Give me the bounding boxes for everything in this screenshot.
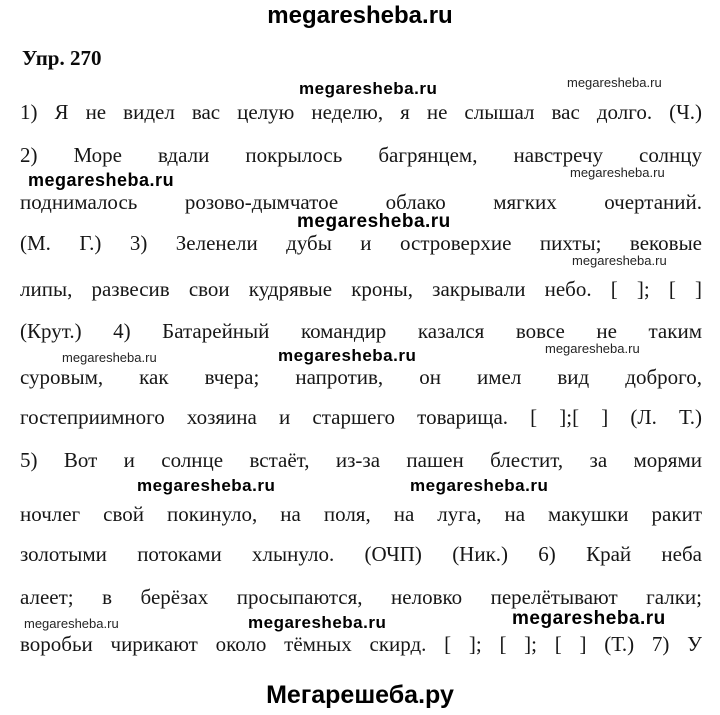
- watermark-light: megaresheba.ru: [545, 341, 640, 356]
- text-line: золотыми потоками хлынуло. (ОЧП) (Ник.) 6) Край неба: [20, 542, 702, 566]
- text-line: воробьи чирикают около тёмных скирд. [ ]; [ ]; [ ] (Т.) 7) У: [20, 632, 702, 656]
- text-line: ночлег свой покинуло, на поля, на луга, на макушки ракит: [20, 502, 702, 526]
- watermark-bold: megaresheba.ru: [28, 170, 175, 190]
- watermark-bold: megaresheba.ru: [297, 211, 451, 232]
- text-line: поднималось розово-дымчатое облако мягких очертаний.: [20, 190, 702, 214]
- watermark-bold: megaresheba.ru: [248, 613, 387, 632]
- watermark-bold: megaresheba.ru: [299, 79, 438, 98]
- site-brand-footer: Мегарешеба.ру: [266, 681, 454, 709]
- text-line: (Крут.) 4) Батарейный командир казался вовсе не таким: [20, 319, 702, 343]
- text-line: 1) Я не видел вас целую неделю, я не слышал вас долго. (Ч.): [20, 100, 702, 124]
- watermark-bold: megaresheba.ru: [512, 608, 666, 629]
- watermark-bold: megaresheba.ru: [410, 476, 549, 495]
- text-line: 5) Вот и солнце встаёт, из-за пашен блестит, за морями: [20, 448, 702, 472]
- watermark-light: megaresheba.ru: [567, 75, 662, 90]
- watermark-bold: megaresheba.ru: [137, 476, 276, 495]
- watermark-light: megaresheba.ru: [24, 616, 119, 631]
- site-watermark-header: megaresheba.ru: [267, 2, 453, 29]
- text-line: (М. Г.) 3) Зеленели дубы и островерхие пихты; вековые: [20, 231, 702, 255]
- text-line: суровым, как вчера; напротив, он имел вид доброго,: [20, 365, 702, 389]
- text-line: алеет; в берёзах просыпаются, неловко перелётывают галки;: [20, 585, 702, 609]
- watermark-light: megaresheba.ru: [62, 350, 157, 365]
- exercise-number: Упр. 270: [22, 46, 102, 70]
- text-line: гостеприимного хозяина и старшего товарища. [ ];[ ] (Л. Т.): [20, 405, 702, 429]
- watermark-bold: megaresheba.ru: [278, 346, 417, 365]
- watermark-light: megaresheba.ru: [572, 253, 667, 268]
- watermark-light: megaresheba.ru: [570, 165, 665, 180]
- text-line: липы, развесив свои кудрявые кроны, закрывали небо. [ ]; [ ]: [20, 277, 702, 301]
- text-line: 2) Море вдали покрылось багрянцем, навстречу солнцу: [20, 143, 702, 167]
